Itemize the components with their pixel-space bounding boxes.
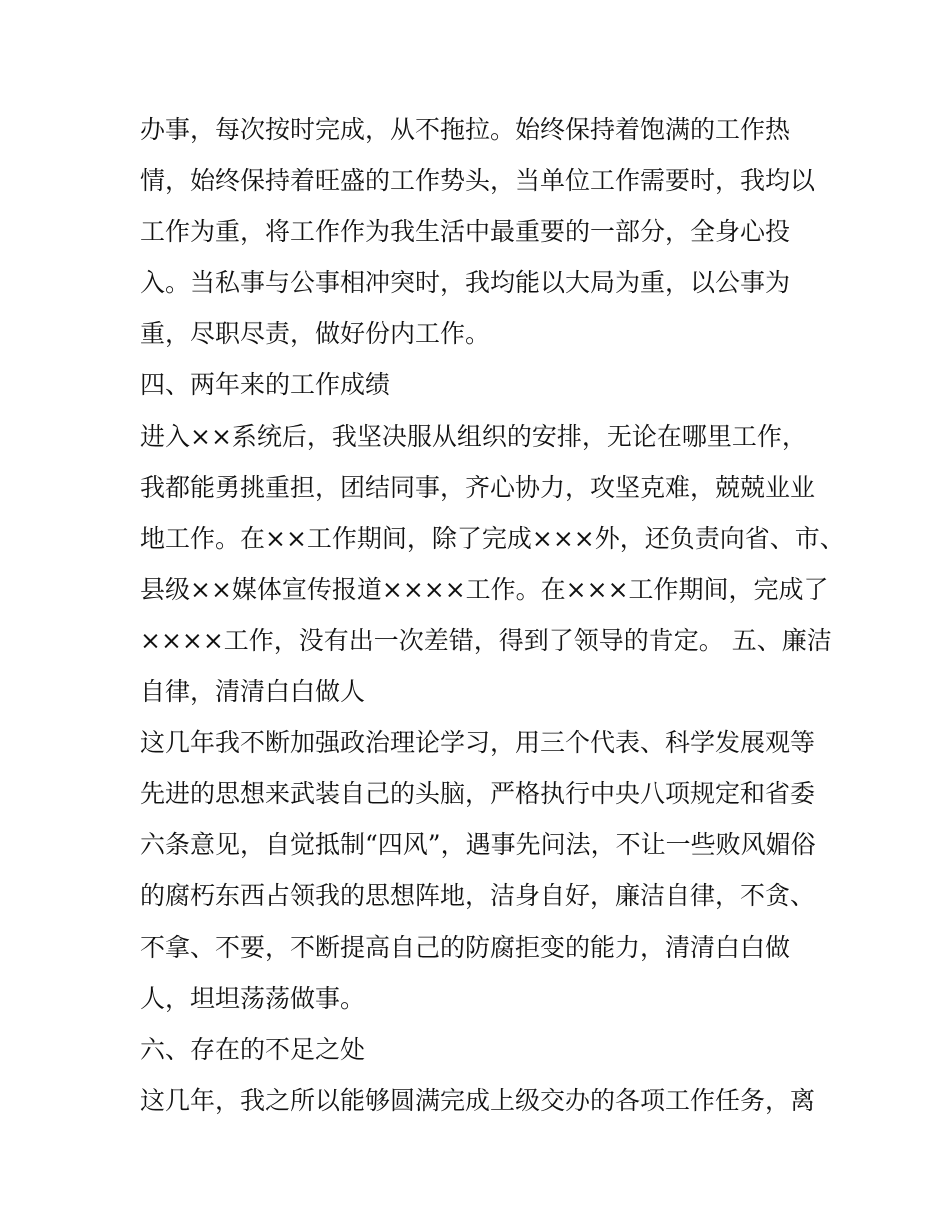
text-line: 人，坦坦荡荡做事。: [140, 983, 366, 1013]
text-line: 进入××系统后，我坚决服从组织的安排，无论在哪里工作，: [140, 421, 807, 451]
text-line: 办事，每次按时完成，从不拖拉。始终保持着饱满的工作热: [140, 115, 791, 144]
text-line: 重，尽职尽责，做好份内工作。: [140, 319, 491, 349]
section-heading: 四、两年来的工作成绩: [140, 370, 391, 400]
text-line: 不拿、不要，不断提高自己的防腐拒变的能力，清清白白做: [140, 932, 791, 962]
text-line: 入。当私事与公事相冲突时，我均能以大局为重，以公事为: [140, 268, 791, 298]
text-line: 情，始终保持着旺盛的工作势头，当单位工作需要时，我均以: [140, 166, 816, 196]
text-line: 这几年，我之所以能够圆满完成上级交办的各项工作任务，离: [140, 1085, 816, 1115]
text-line: 地工作。在××工作期间，除了完成×××外，还负责向省、市、: [140, 523, 845, 553]
text-line: 我都能勇挑重担，团结同事，齐心协力，攻坚克难，兢兢业业: [140, 472, 816, 502]
text-line: 先进的思想来武装自己的头脑，严格执行中央八项规定和省委: [140, 779, 816, 809]
text-line: ××××工作，没有出一次差错，得到了领导的肯定。 五、廉洁: [140, 625, 832, 655]
document-body: [140, 104, 845, 1126]
text-line: 自律，清清白白做人: [140, 677, 366, 707]
text-line: 这几年我不断加强政治理论学习，用三个代表、科学发展观等: [140, 728, 816, 758]
text-line: 县级××媒体宣传报道××××工作。在×××工作期间，完成了: [140, 574, 829, 604]
text-line: 六条意见，自觉抵制“四风”，遇事先问法，不让一些败风媚俗: [140, 830, 816, 860]
section-heading: 六、存在的不足之处: [140, 1034, 366, 1064]
text-line: 工作为重，将工作作为我生活中最重要的一部分，全身心投: [140, 217, 791, 247]
text-line: 的腐朽东西占领我的思想阵地，洁身自好，廉洁自律，不贪、: [140, 881, 816, 911]
